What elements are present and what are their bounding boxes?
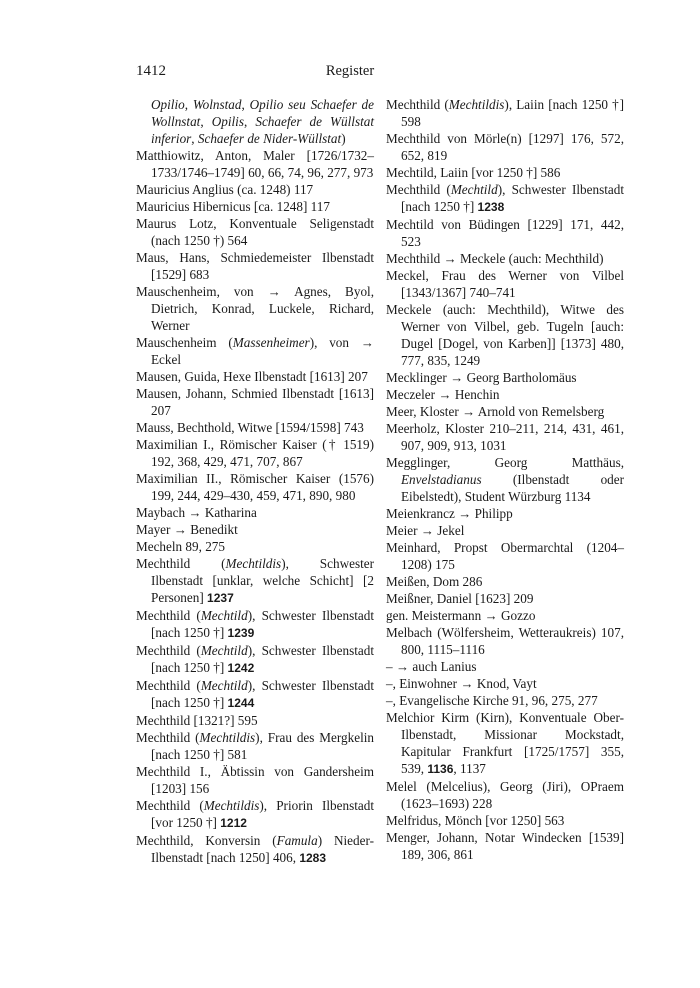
index-entry: Meer, Kloster → Arnold von Remelsberg	[386, 404, 605, 419]
index-entry: Meckele (auch: Mechthild), Witwe des Werner von Vilbel, geb. Tugeln [auch: Dugel [Dogel, von Karben]] [1373] 480, 777, 835, 1249	[386, 302, 624, 368]
index-entry: Melchior Kirm (Kirn), Konventuale Ober-Ilbenstadt, Missionar Mockstadt, Kapitular Frankfurt [1725/1757] 355, 539, 1136, 1137	[386, 710, 624, 776]
index-entry: Mechthild [1321?] 595	[136, 713, 258, 728]
index-entry: – → auch Lanius	[386, 659, 477, 674]
index-entry: Menger, Johann, Notar Windecken [1539] 189, 306, 861	[386, 830, 624, 862]
index-entry: Matthiowitz, Anton, Maler [1726/1732–1733/1746–1749] 60, 66, 74, 96, 277, 973	[136, 148, 374, 180]
index-column-left	[136, 96, 374, 867]
index-entry: Mauss, Bechthold, Witwe [1594/1598] 743	[136, 420, 364, 435]
index-column-right	[386, 96, 624, 863]
index-entry: Mechthild (Mechtildis), Schwester Ilbenstadt [unklar, welche Schicht] [2 Personen] 1237	[136, 556, 374, 605]
index-entry: Mausen, Johann, Schmied Ilbenstadt [1613] 207	[136, 386, 374, 418]
index-entry: Meinhard, Propst Obermarchtal (1204–1208) 175	[386, 540, 624, 572]
index-entry: Mechthild → Meckele (auch: Mechthild)	[386, 251, 604, 266]
index-entry: Meißen, Dom 286	[386, 574, 483, 589]
index-entry: Mechthild (Mechtild), Schwester Ilbenstadt [nach 1250 †] 1239	[136, 608, 374, 640]
index-entry: Melfridus, Mönch [vor 1250] 563	[386, 813, 565, 828]
index-entry: Maurus Lotz, Konventuale Seligenstadt (nach 1250 †) 564	[136, 216, 374, 248]
index-entry: Mechthild (Mechtild), Schwester Ilbenstadt [nach 1250 †] 1238	[386, 182, 624, 214]
index-entry: Mechtild von Büdingen [1229] 171, 442, 523	[386, 217, 624, 249]
index-entry: Mechthild, Konversin (Famula) Nieder-Ilbenstadt [nach 1250] 406, 1283	[136, 833, 374, 865]
index-entry: Mecklinger → Georg Bartholomäus	[386, 370, 577, 385]
index-entry: Mausen, Guida, Hexe Ilbenstadt [1613] 207	[136, 369, 368, 384]
index-entry: Maybach → Katharina	[136, 505, 257, 520]
index-entry: Mechthild von Mörle(n) [1297] 176, 572, 652, 819	[386, 131, 624, 163]
index-entry: Mechthild (Mechtildis), Laiin [nach 1250 †] 598	[386, 97, 624, 129]
index-entry: Meienkrancz → Philipp	[386, 506, 513, 521]
index-entry: Megglinger, Georg Matthäus, Envelstadianus (Ilbenstadt oder Eibelstedt), Student Würzburg 1134	[386, 455, 624, 504]
index-entry: Mechthild (Mechtild), Schwester Ilbenstadt [nach 1250 †] 1244	[136, 678, 374, 710]
index-entry: gen. Meistermann → Gozzo	[386, 608, 536, 623]
index-entry: Meczeler → Henchin	[386, 387, 500, 402]
index-entry: Mauschenheim (Massenheimer), von → Eckel	[136, 335, 374, 367]
index-entry: Mecheln 89, 275	[136, 539, 225, 554]
index-entry: Mechtild, Laiin [vor 1250 †] 586	[386, 165, 561, 180]
index-entry: Meerholz, Kloster 210–211, 214, 431, 461, 907, 909, 913, 1031	[386, 421, 624, 453]
index-entry: Opilio, Wolnstad, Opilio seu Schaefer de Wollnstat, Opilis, Schaefer de Wüllstat inferior, Schaefer de Nider-Wüllstat)	[151, 97, 375, 146]
index-entry: Mechthild (Mechtild), Schwester Ilbenstadt [nach 1250 †] 1242	[136, 643, 374, 675]
index-entry: Maximilian II., Römischer Kaiser (1576) 199, 244, 429–430, 459, 471, 890, 980	[136, 471, 374, 503]
index-entry: Mechthild (Mechtildis), Priorin Ilbenstadt [vor 1250 †] 1212	[136, 798, 374, 830]
index-entry: Meckel, Frau des Werner von Vilbel [1343/1367] 740–741	[386, 268, 624, 300]
index-entry: Mechthild (Mechtildis), Frau des Mergkelin [nach 1250 †] 581	[136, 730, 374, 762]
index-entry: Melbach (Wölfersheim, Wetteraukreis) 107, 800, 1115–1116	[386, 625, 624, 657]
index-entry: Maus, Hans, Schmiedemeister Ilbenstadt [1529] 683	[136, 250, 374, 282]
index-entry: Mauricius Anglius (ca. 1248) 117	[136, 182, 314, 197]
index-entry: –, Einwohner → Knod, Vayt	[386, 676, 537, 691]
index-entry: Mayer → Benedikt	[136, 522, 238, 537]
page-number: 1412	[136, 63, 166, 79]
index-entry: Melel (Melcelius), Georg (Jiri), OPraem (1623–1693) 228	[386, 779, 624, 811]
index-entry: Mauschenheim, von → Agnes, Byol, Dietrich, Konrad, Luckele, Richard, Werner	[136, 284, 374, 333]
index-entry: Mauricius Hibernicus [ca. 1248] 117	[136, 199, 330, 214]
index-entry: Maximilian I., Römischer Kaiser († 1519) 192, 368, 429, 471, 707, 867	[136, 437, 374, 469]
index-entry: Meier → Jekel	[386, 523, 465, 538]
index-entry: Mechthild I., Äbtissin von Gandersheim [1203] 156	[136, 764, 374, 796]
index-entry: Meißner, Daniel [1623] 209	[386, 591, 534, 606]
index-entry: –, Evangelische Kirche 91, 96, 275, 277	[386, 693, 598, 708]
running-head-title: Register	[325, 63, 375, 79]
